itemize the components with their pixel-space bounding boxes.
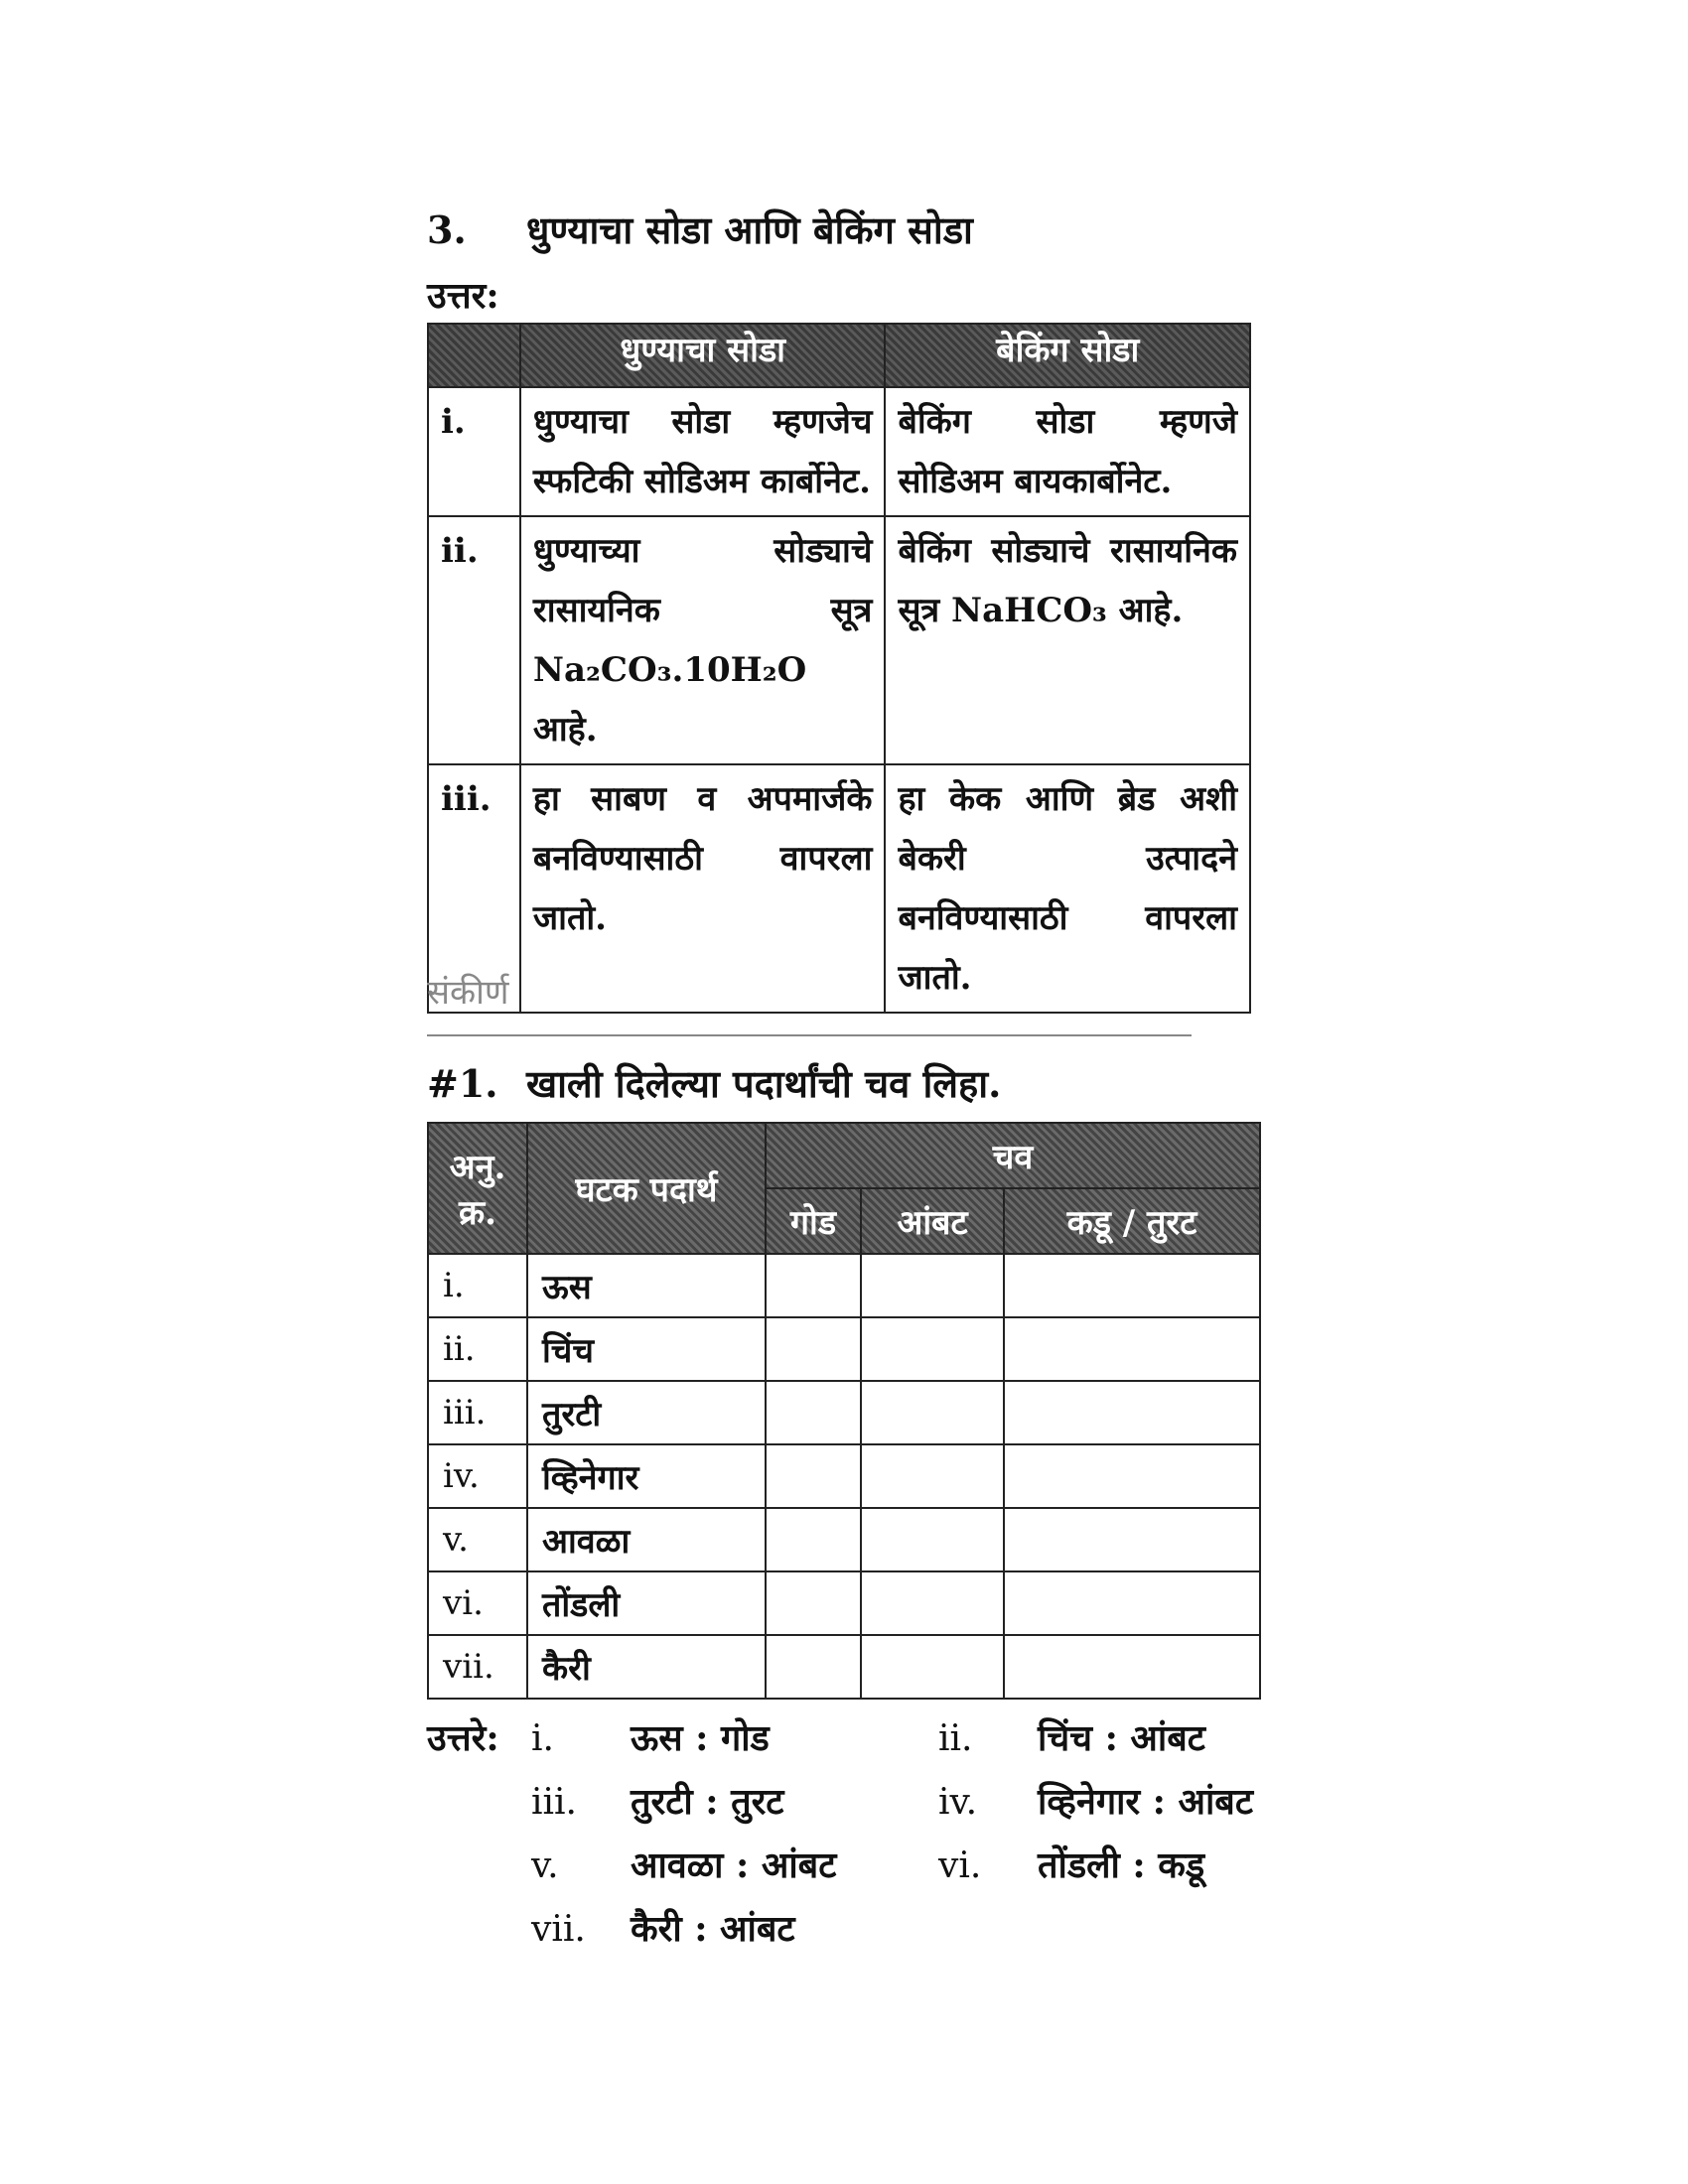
sweet-cell[interactable] [766,1381,861,1444]
answer-item [531,1840,836,1888]
table-header-row [428,1123,1260,1188]
answer-number: i. [531,1718,554,1759]
answer-number: vi. [938,1845,982,1886]
item-name: ऊस [527,1254,766,1317]
row-number: ii. [428,516,520,764]
question-number: #1. [427,1061,498,1106]
row-number: iii. [428,1381,527,1444]
row-number: iii. [428,764,520,1013]
table-row [428,1444,1260,1508]
answer-text: तुरटी : तुरट [631,1781,784,1823]
header-taste: चव [766,1123,1260,1188]
sweet-cell[interactable] [766,1444,861,1508]
answer-number: iii. [531,1782,577,1823]
question-title: खाली दिलेल्या पदार्थांची चव लिहा. [526,1061,1002,1106]
question-3-heading [427,204,973,255]
sweet-cell[interactable] [766,1317,861,1381]
row-number: vi. [428,1571,527,1635]
question-title: धुण्याचा सोडा आणि बेकिंग सोडा [526,207,973,252]
table-row [428,1571,1260,1635]
bitter-cell[interactable] [1004,1444,1260,1508]
sweet-cell[interactable] [766,1254,861,1317]
sour-cell[interactable] [861,1508,1004,1571]
table-row [428,1317,1260,1381]
sweet-cell[interactable] [766,1508,861,1571]
table-row [428,1381,1260,1444]
sour-cell[interactable] [861,1444,1004,1508]
answer-label: उत्तर: [427,275,499,317]
answer-item [938,1712,1205,1761]
divider [427,1034,1192,1036]
item-name: कैरी [527,1635,766,1699]
table-row [428,516,1250,764]
answer-item [938,1840,1204,1888]
item-name: व्हिनेगार [527,1444,766,1508]
washing-soda-cell: धुण्याचा सोडा म्हणजेच स्फटिकी सोडिअम कार्बोनेट. [520,387,886,516]
answer-text: ऊस : गोड [631,1717,770,1759]
baking-soda-cell: बेकिंग सोडा म्हणजे सोडिअम बायकार्बोनेट. [885,387,1250,516]
header-bitter: कडू / तुरट [1004,1188,1260,1254]
item-name: आवळा [527,1508,766,1571]
row-number: v. [428,1508,527,1571]
table-row [428,764,1250,1013]
answer-text: आवळा : आंबट [631,1844,837,1886]
bitter-cell[interactable] [1004,1508,1260,1571]
sour-cell[interactable] [861,1571,1004,1635]
item-name: तुरटी [527,1381,766,1444]
answer-item [531,1776,783,1825]
header-sweet: गोड [766,1188,861,1254]
section-tag: संकीर्ण [427,973,509,1013]
header-sour: आंबट [861,1188,1004,1254]
comparison-table [427,323,1251,1014]
question-1-heading [427,1057,1001,1109]
sour-cell[interactable] [861,1635,1004,1699]
answer-number: ii. [938,1718,973,1759]
table-row [428,1635,1260,1699]
baking-soda-cell: बेकिंग सोड्याचे रासायनिक सूत्र NaHCO₃ आहे. [885,516,1250,764]
table-row [428,1254,1260,1317]
row-number: i. [428,1254,527,1317]
answer-item [531,1712,770,1761]
question-number: 3. [427,207,467,252]
item-name: चिंच [527,1317,766,1381]
washing-soda-cell: हा साबण व अपमार्जके बनविण्यासाठी वापरला जातो. [520,764,886,1013]
header-serial: अनु. क्र. [428,1123,527,1254]
row-number: ii. [428,1317,527,1381]
taste-table [427,1122,1261,1700]
answer-text: तोंडली : कडू [1038,1844,1205,1886]
washing-soda-cell: धुण्याच्या सोड्याचे रासायनिक सूत्र Na₂CO₃.10H₂O आहे. [520,516,886,764]
answer-text: चिंच : आंबट [1038,1717,1205,1759]
table-row [428,1508,1260,1571]
sweet-cell[interactable] [766,1571,861,1635]
answer-text: व्हिनेगार : आंबट [1038,1781,1253,1823]
sweet-cell[interactable] [766,1635,861,1699]
row-number: iv. [428,1444,527,1508]
bitter-cell[interactable] [1004,1381,1260,1444]
answers-label: उत्तरे: [427,1717,499,1759]
answer-text: कैरी : आंबट [631,1908,795,1950]
sour-cell[interactable] [861,1254,1004,1317]
sour-cell[interactable] [861,1381,1004,1444]
baking-soda-cell: हा केक आणि ब्रेड अशी बेकरी उत्पादने बनविण्यासाठी वापरला जातो. [885,764,1250,1013]
row-number: vii. [428,1635,527,1699]
answer-item [531,1903,795,1952]
table-row [428,387,1250,516]
header-item: घटक पदार्थ [527,1123,766,1254]
row-number: i. [428,387,520,516]
header-baking-soda: बेकिंग सोडा [885,324,1250,387]
table-header-row [428,324,1250,387]
bitter-cell[interactable] [1004,1635,1260,1699]
bitter-cell[interactable] [1004,1571,1260,1635]
answer-number: iv. [938,1782,978,1823]
item-name: तोंडली [527,1571,766,1635]
answer-number: vii. [531,1909,586,1950]
header-blank [428,324,520,387]
answer-number: v. [531,1845,559,1886]
bitter-cell[interactable] [1004,1317,1260,1381]
sour-cell[interactable] [861,1317,1004,1381]
answer-item [938,1776,1253,1825]
header-washing-soda: धुण्याचा सोडा [520,324,886,387]
bitter-cell[interactable] [1004,1254,1260,1317]
